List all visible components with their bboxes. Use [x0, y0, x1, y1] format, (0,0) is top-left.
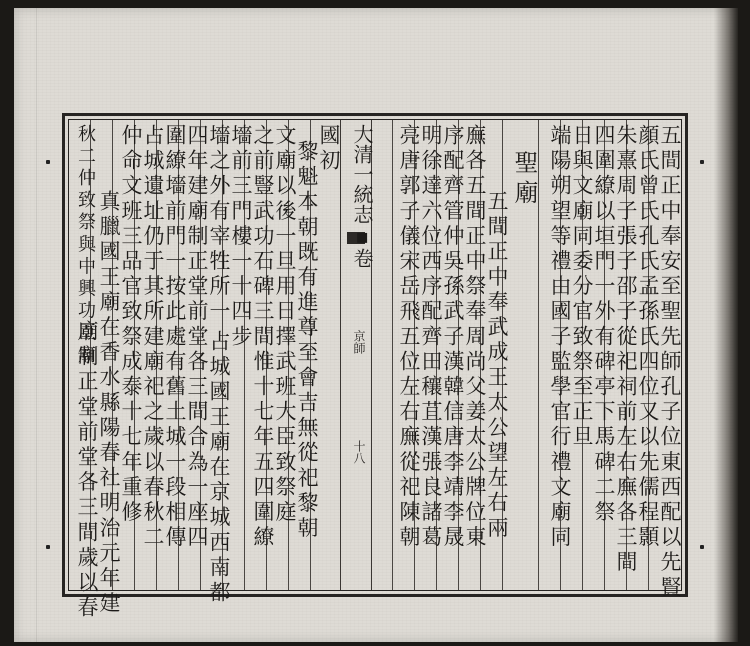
- text-column: 國初: [317, 124, 341, 175]
- section-heading: 聖廟: [510, 150, 538, 210]
- column-rule: [392, 120, 393, 590]
- column-rule: [538, 120, 539, 590]
- page-number: 十八: [352, 440, 366, 464]
- text-column: 亮唐郭子儀宋岳飛五位左右廡從祀陳朝: [397, 124, 421, 551]
- text-column: 明徐達六位西序配齊田穰苴漢張良諸葛: [419, 124, 443, 551]
- text-column: 朱熹周子張子邵子從祀祠前左右廡各三間: [614, 124, 638, 576]
- text-column: 黎魁本朝既有進尊至會吉無從祀黎朝: [295, 140, 319, 542]
- text-column: 五間正中奉安至聖先師孔子位東西配以先賢: [658, 124, 682, 601]
- text-column: 廡各五間正中祭奉周尚父姜太公牌位東: [463, 124, 487, 551]
- text-column: 四年建廟制正堂前堂各三間合為一座四: [185, 124, 209, 551]
- text-column: 圍繚墻前門一按此處有舊土城一段相傳: [163, 124, 187, 551]
- volume-mark: 京師: [352, 330, 366, 354]
- text-column: 真臘國王廟在香水縣陽春社明治元年建: [97, 190, 121, 617]
- paper-right-edge: [714, 8, 738, 642]
- book-title: 大清一統志▪卷: [350, 124, 374, 268]
- text-column: 端陽朔望等禮由國子監學官行禮文廟同: [548, 124, 572, 551]
- margin-dot: [46, 545, 50, 549]
- text-column: 占城國王廟在京城西南都: [207, 330, 231, 607]
- text-column: 占城遺址仍于其所建廟祀之歲以春秋二: [141, 124, 165, 551]
- margin-dot: [700, 545, 704, 549]
- text-column: 五間正中奉武成王太公望左右兩: [485, 190, 509, 542]
- paper-left-margin: [14, 8, 37, 642]
- margin-dot: [46, 160, 50, 164]
- text-column: 顔氏曾氏孔氏孟孫氏四位又以先儒程顥: [636, 124, 660, 551]
- text-column: 秋二仲致祭與中興功臣廟: [75, 124, 96, 368]
- text-column: 廟制正堂前堂各三間歲以春: [75, 320, 99, 622]
- text-column: 文廟以後一旦用日擇武班大臣致祭庭: [273, 124, 297, 526]
- margin-dot: [700, 160, 704, 164]
- text-column: 四圍繚以垣門一外有碑亭下馬碑二祭: [592, 124, 616, 526]
- text-column: 序配齊管仲吳孫武子漢韓信唐李靖李晟: [441, 124, 465, 551]
- text-column: 仲命文班三品官致祭成泰十七年重修: [119, 124, 143, 526]
- text-column: 墻之外有宰牲所一: [207, 124, 231, 325]
- text-column: 墻前三門樓一十四步: [229, 124, 253, 350]
- text-column: 日與文廟同委分官致祭至正旦: [570, 124, 594, 451]
- text-column: 之前豎武功石碑三間惟十七年五四圍繚: [251, 124, 275, 551]
